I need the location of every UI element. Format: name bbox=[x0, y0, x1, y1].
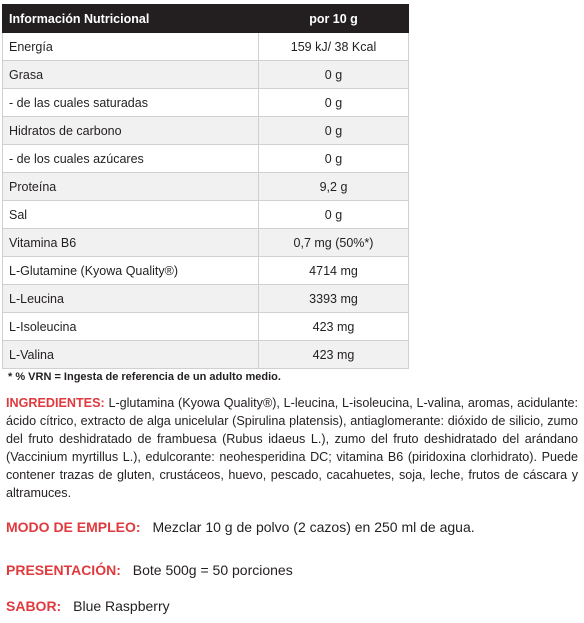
vrn-footnote: * % VRN = Ingesta de referencia de un adulto medio. bbox=[8, 371, 281, 383]
nutrient-value: 0,7 mg (50%*) bbox=[259, 229, 409, 257]
flavor-text: Blue Raspberry bbox=[73, 598, 170, 614]
nutrient-value: 0 g bbox=[259, 201, 409, 229]
usage-text: Mezclar 10 g de polvo (2 cazos) en 250 ml de agua. bbox=[152, 519, 475, 535]
table-row bbox=[3, 117, 409, 145]
presentation-line bbox=[6, 562, 293, 578]
nutrient-label: - de las cuales saturadas bbox=[3, 89, 259, 117]
nutrient-label: Vitamina B6 bbox=[3, 229, 259, 257]
nutrient-label: - de los cuales azúcares bbox=[3, 145, 259, 173]
table-row bbox=[3, 229, 409, 257]
usage-label: MODO DE EMPLEO: bbox=[6, 519, 141, 535]
table-row bbox=[3, 89, 409, 117]
nutrient-label: Sal bbox=[3, 201, 259, 229]
usage-line bbox=[6, 519, 475, 535]
table-row bbox=[3, 145, 409, 173]
table-row bbox=[3, 285, 409, 313]
table-row bbox=[3, 341, 409, 369]
table-row bbox=[3, 61, 409, 89]
nutrition-header-value: por 10 g bbox=[259, 5, 409, 33]
ingredients-text: L-glutamina (Kyowa Quality®), L-leucina, L-isoleucina, L-valina, aromas, acidulante: ácido cítrico, extracto de alga unicelular (Spirulina platensis), antiaglomerante: dióxido de silicio, zumo del fruto deshidratado de frambuesa (Rubus idaeus L.), zumo del fruto deshidratado del arándano (Vaccinium myrtillus L.), edulcorante: neohesperidina DC; vitamina B6 (piridoxina clorhidrato). Puede contener trazas de gluten, crustáceos, huevo, pescado, cacahuetes, soja, leche, frutos de cáscara y altramuces. bbox=[6, 396, 579, 500]
nutrient-value: 423 mg bbox=[259, 313, 409, 341]
nutrient-value: 0 g bbox=[259, 145, 409, 173]
nutrient-label: Energía bbox=[3, 33, 259, 61]
nutrient-value: 0 g bbox=[259, 89, 409, 117]
table-row bbox=[3, 257, 409, 285]
nutrition-table bbox=[2, 4, 409, 369]
nutrient-value: 9,2 g bbox=[259, 173, 409, 201]
nutrient-label: Hidratos de carbono bbox=[3, 117, 259, 145]
nutrient-value: 423 mg bbox=[259, 341, 409, 369]
ingredients-label: INGREDIENTES: bbox=[6, 396, 105, 410]
ingredients-block bbox=[6, 394, 578, 502]
nutrient-value: 3393 mg bbox=[259, 285, 409, 313]
table-row bbox=[3, 33, 409, 61]
nutrient-value: 159 kJ/ 38 Kcal bbox=[259, 33, 409, 61]
nutrient-value: 4714 mg bbox=[259, 257, 409, 285]
table-row bbox=[3, 201, 409, 229]
presentation-label: PRESENTACIÓN: bbox=[6, 562, 121, 578]
nutrient-label: L-Isoleucina bbox=[3, 313, 259, 341]
nutrient-label: L-Valina bbox=[3, 341, 259, 369]
flavor-label: SABOR: bbox=[6, 598, 62, 614]
flavor-line bbox=[6, 598, 170, 614]
nutrient-label: Grasa bbox=[3, 61, 259, 89]
presentation-text: Bote 500g = 50 porciones bbox=[132, 562, 293, 578]
nutrition-header-label: Información Nutricional bbox=[3, 5, 259, 33]
nutrient-label: Proteína bbox=[3, 173, 259, 201]
nutrition-table-header bbox=[3, 5, 409, 33]
nutrient-value: 0 g bbox=[259, 61, 409, 89]
table-row bbox=[3, 173, 409, 201]
table-row bbox=[3, 313, 409, 341]
nutrient-label: L-Glutamine (Kyowa Quality®) bbox=[3, 257, 259, 285]
nutrient-value: 0 g bbox=[259, 117, 409, 145]
nutrient-label: L-Leucina bbox=[3, 285, 259, 313]
